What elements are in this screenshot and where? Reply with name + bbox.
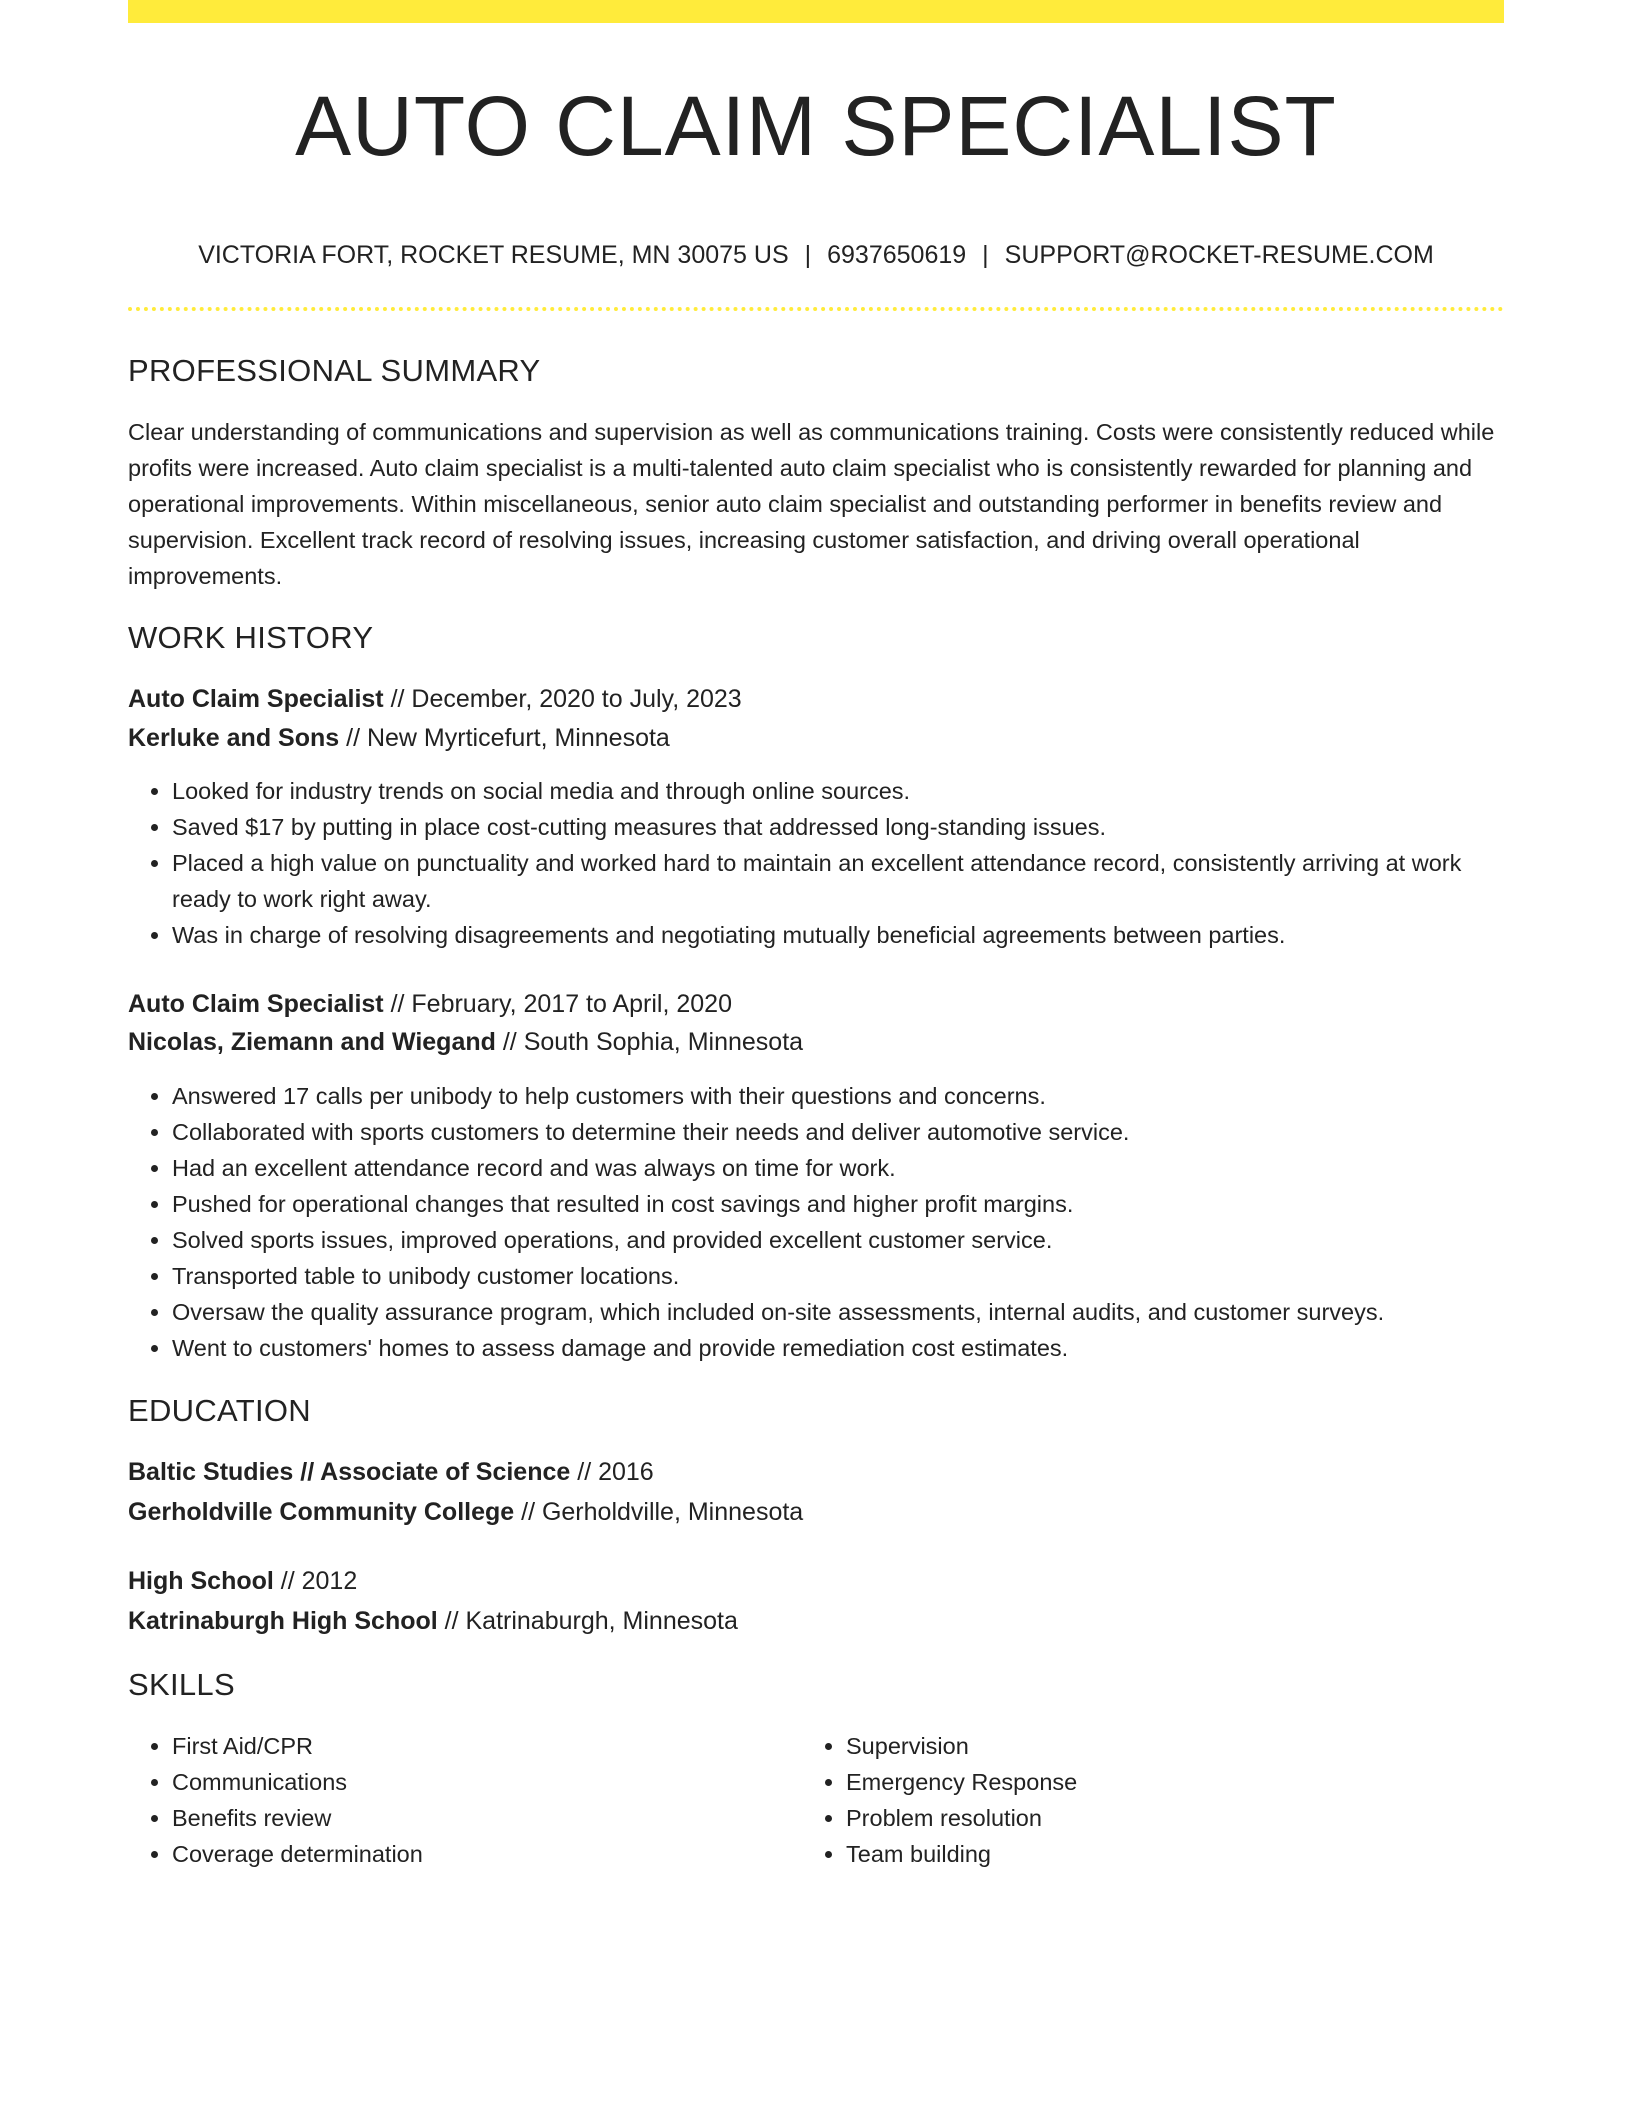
education-school-line (128, 1494, 1504, 1530)
education-school: Katrinaburgh High School (128, 1607, 438, 1635)
job-company: Kerluke and Sons (128, 724, 340, 752)
skill-item: • First Aid/CPR (172, 1728, 423, 1764)
contact-phone: 6937650619 (827, 241, 967, 269)
education-school: Gerholdville Community College (128, 1498, 515, 1526)
skill-item: • Problem resolution (846, 1800, 1077, 1836)
contact-email: SUPPORT@ROCKET-RESUME.COM (1004, 241, 1434, 269)
skill-item: • Supervision (846, 1728, 1077, 1764)
skills-heading: SKILLS (128, 1667, 235, 1702)
list-item: • Saved $17 by putting in place cost-cutting measures that addressed long-standing issues. (172, 809, 1504, 845)
contact-separator: | (982, 241, 989, 269)
skill-item: • Communications (172, 1764, 423, 1800)
job-location: // South Sophia, Minnesota (495, 1028, 804, 1056)
list-item: • Looked for industry trends on social media and through online sources. (172, 773, 1504, 809)
list-item: • Went to customers' homes to assess damage and provide remediation cost estimates. (172, 1330, 1504, 1366)
skill-item: • Coverage determination (172, 1836, 423, 1872)
contact-address: VICTORIA FORT, ROCKET RESUME, MN 30075 US (198, 241, 789, 269)
resume-title: AUTO CLAIM SPECIALIST (295, 79, 1337, 173)
education-year: // 2016 (570, 1458, 654, 1486)
list-item: • Placed a high value on punctuality and worked hard to maintain an excellent attendance record, consistently arriving at work ready to work right away. (172, 845, 1504, 917)
job-company-line (128, 720, 1504, 756)
accent-top-bar (128, 0, 1504, 23)
education-location: // Gerholdville, Minnesota (514, 1498, 804, 1526)
skills-list-left (128, 1728, 423, 1872)
list-item: • Oversaw the quality assurance program, which included on-site assessments, internal audits, and customer surveys. (172, 1294, 1504, 1330)
list-item: • Pushed for operational changes that resulted in cost savings and higher profit margins. (172, 1186, 1504, 1222)
education-degree: Baltic Studies // Associate of Science (128, 1458, 571, 1486)
education-heading: EDUCATION (128, 1393, 311, 1428)
list-item: • Answered 17 calls per unibody to help customers with their questions and concerns. (172, 1078, 1504, 1114)
job-role: Auto Claim Specialist (128, 990, 384, 1018)
job-bullets (128, 773, 1504, 953)
education-location: // Katrinaburgh, Minnesota (437, 1607, 738, 1635)
job-title-line (128, 986, 1504, 1022)
education-degree-line (128, 1454, 1504, 1490)
contact-separator: | (804, 241, 812, 269)
job-company-line (128, 1024, 1504, 1060)
list-item: • Transported table to unibody customer locations. (172, 1258, 1504, 1294)
dotted-divider (128, 307, 1504, 311)
summary-text: Clear understanding of communications and supervision as well as communications training. Costs were consistently reduced while profits were increased. Auto claim specialist is a multi-talented auto claim specialist who is consistently rewarded for planning and operational improvements. Within miscellaneous, senior auto claim specialist and outstanding performer in benefits review and supervision. Excellent track record of resolving issues, increasing customer satisfaction, and driving overall operational improvements. (128, 419, 1495, 589)
list-item: • Was in charge of resolving disagreements and negotiating mutually beneficial agreements between parties. (172, 917, 1504, 953)
skills-list-right (802, 1728, 1077, 1872)
list-item: • Solved sports issues, improved operations, and provided excellent customer service. (172, 1222, 1504, 1258)
summary-heading: PROFESSIONAL SUMMARY (128, 353, 541, 388)
job-location: // New Myrticefurt, Minnesota (339, 724, 670, 752)
job-title-line (128, 681, 1504, 717)
skill-item: • Benefits review (172, 1800, 423, 1836)
skill-item: • Emergency Response (846, 1764, 1077, 1800)
job-bullets (128, 1078, 1504, 1366)
list-item: • Collaborated with sports customers to determine their needs and deliver automotive service. (172, 1114, 1504, 1150)
job-dates: // February, 2017 to April, 2020 (383, 990, 732, 1018)
list-item: • Had an excellent attendance record and was always on time for work. (172, 1150, 1504, 1186)
education-school-line (128, 1603, 1504, 1639)
job-role: Auto Claim Specialist (128, 685, 384, 713)
education-year: // 2012 (273, 1567, 358, 1595)
contact-line (128, 240, 1504, 270)
skill-item: • Team building (846, 1836, 1077, 1872)
job-dates: // December, 2020 to July, 2023 (383, 685, 742, 713)
education-degree-line (128, 1563, 1504, 1599)
job-company: Nicolas, Ziemann and Wiegand (128, 1028, 496, 1056)
education-degree: High School (128, 1567, 274, 1595)
work-history-heading: WORK HISTORY (128, 620, 374, 655)
